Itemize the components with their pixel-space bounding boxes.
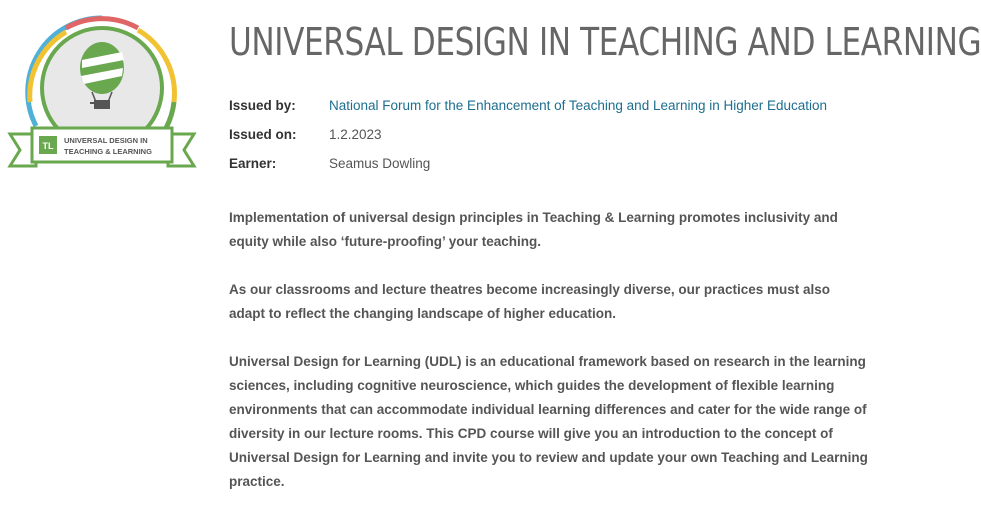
issued-on-row [229, 127, 827, 156]
earner-row [229, 156, 827, 185]
issued-by-row [229, 98, 827, 127]
badge-metadata [229, 98, 827, 185]
issued-by-label: Issued by: [229, 98, 296, 113]
hot-air-balloon-icon [6, 6, 198, 178]
earner-value: Seamus Dowling [329, 156, 431, 171]
description-paragraph: As our classrooms and lecture theatres become increasingly diverse, our practices must also adapt to reflect the changing landscape of higher education. [229, 282, 830, 321]
description-paragraph: Implementation of universal design principles in Teaching & Learning promotes inclusivity and equity while also ‘future-proofing’ your teaching. [229, 210, 838, 249]
badge-image [6, 6, 198, 178]
issued-on-label: Issued on: [229, 127, 297, 142]
issuer-link[interactable]: National Forum for the Enhancement of Teaching and Learning in Higher Education [329, 98, 828, 113]
badge-logo: TL [42, 141, 54, 151]
badge-text-line1: UNIVERSAL DESIGN IN [64, 136, 148, 145]
description-paragraph: Universal Design for Learning (UDL) is an educational framework based on research in the learning sciences, including cognitive neuroscience, which guides the development of flexible learning environments that can accommodate individual learning differences and cater for the wide range of diversity in our lecture rooms. This CPD course will give you an introduction to the concept of Universal Design for Learning and invite you to review and update your own Teaching and Learning practice. [229, 354, 868, 489]
page-title: UNIVERSAL DESIGN IN TEACHING AND LEARNING [229, 20, 981, 64]
earner-label: Earner: [229, 156, 277, 171]
issued-on-value: 1.2.2023 [329, 127, 382, 142]
description [229, 206, 869, 518]
badge-text-line2: TEACHING & LEARNING [64, 147, 152, 156]
